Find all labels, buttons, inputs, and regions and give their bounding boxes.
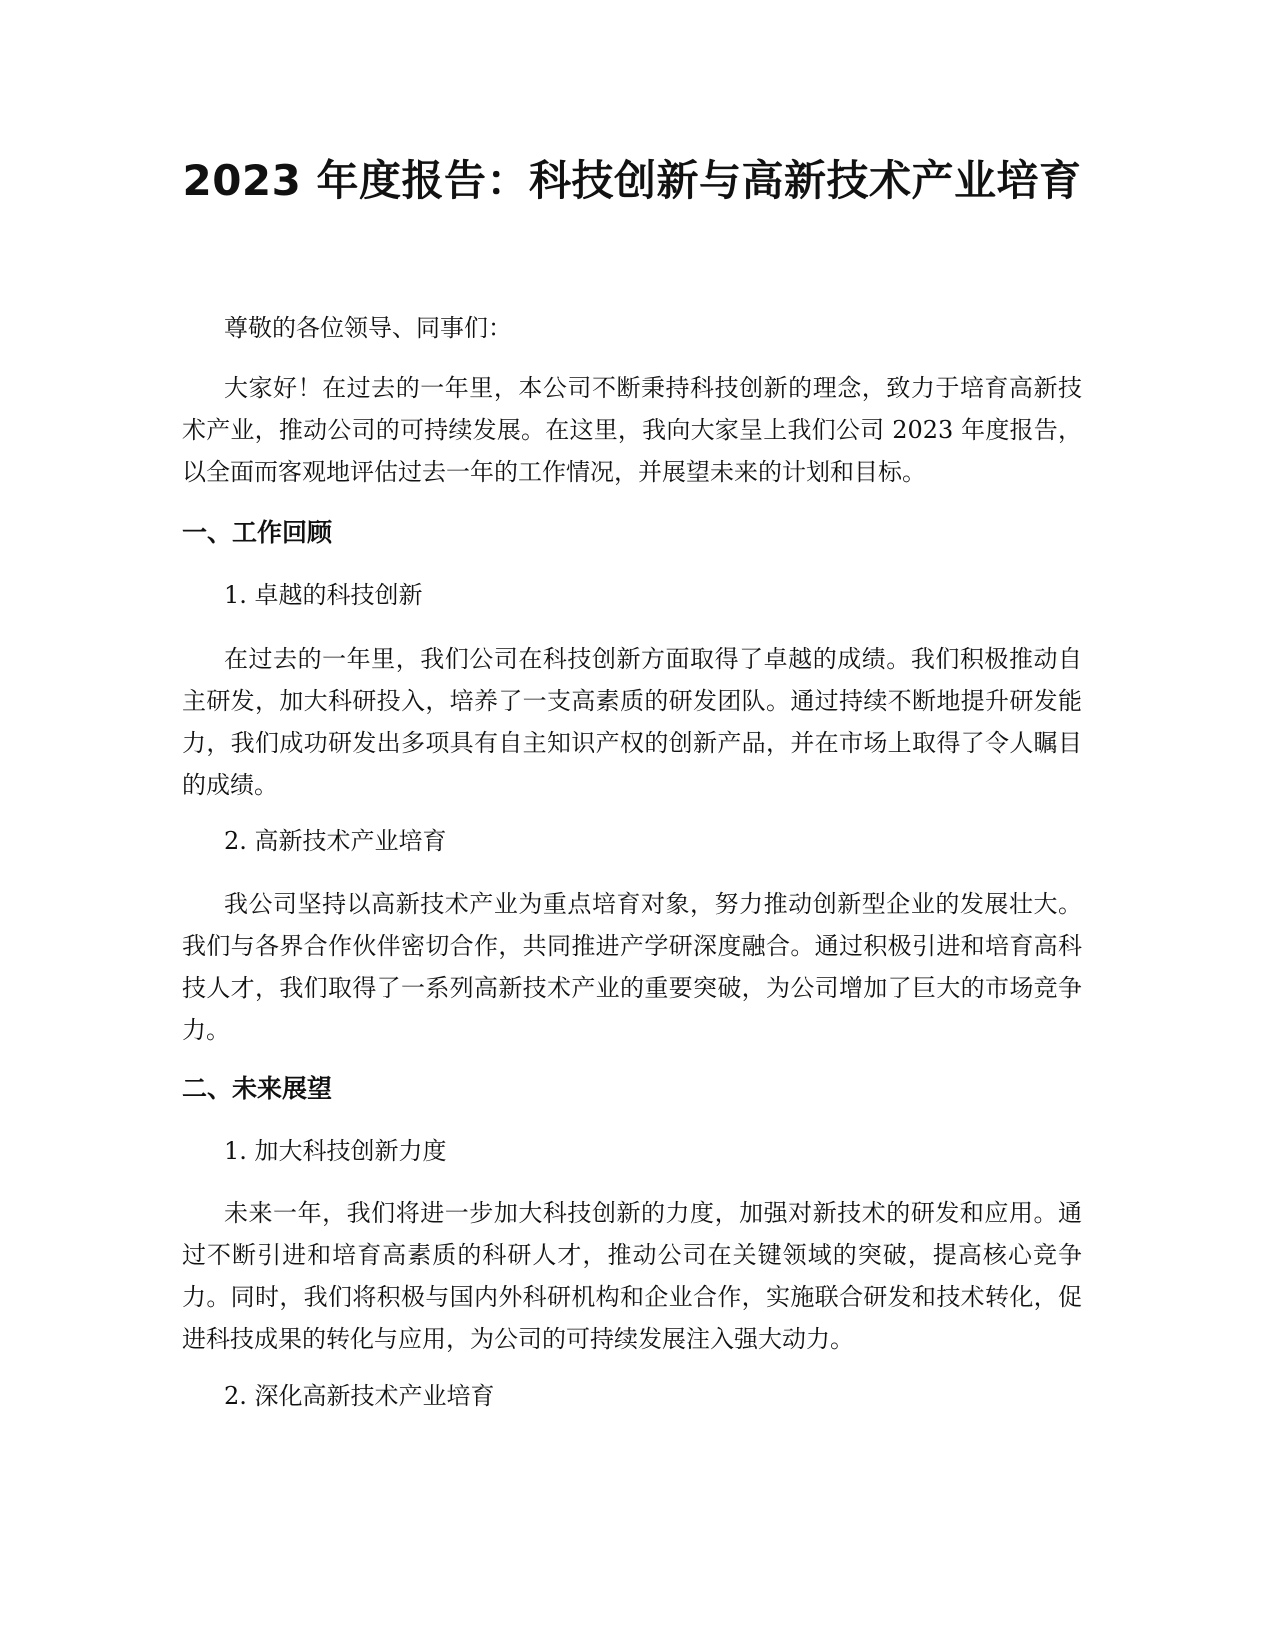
section-heading-outlook: 二、未来展望 <box>182 1074 333 1103</box>
paragraph-increase-innovation: 未来一年，我们将进一步加大科技创新的力度，加强对新技术的研发和应用。通过不断引进和培育高素质的科研人才，推动公司在关键领域的突破，提高核心竞争力。同时，我们将积极与国内外科研机构和企业合作，实施联合研发和技术转化，促进科技成果的转化与应用，为公司的可持续发展注入强大动力。 <box>182 1199 1082 1353</box>
document-title: 2023 年度报告：科技创新与高新技术产业培育 <box>182 156 1082 205</box>
salutation: 尊敬的各位领导、同事们： <box>224 314 512 342</box>
paragraph-hitech-industry: 我公司坚持以高新技术产业为重点培育对象，努力推动创新型企业的发展壮大。我们与各界合作伙伴密切合作，共同推进产学研深度融合。通过积极引进和培育高科技人才，我们取得了一系列高新技术产业的重要突破，为公司增加了巨大的市场竞争力。 <box>182 890 1082 1044</box>
document-page <box>182 0 1082 1650</box>
subheading-hitech-industry: 2. 高新技术产业培育 <box>224 827 447 855</box>
intro-paragraph: 大家好！在过去的一年里，本公司不断秉持科技创新的理念，致力于培育高新技术产业，推动公司的可持续发展。在这里，我向大家呈上我们公司 2023 年度报告，以全面而客观地评估过去一年的工作情况，并展望未来的计划和目标。 <box>182 374 1082 486</box>
subheading-increase-innovation: 1. 加大科技创新力度 <box>224 1137 447 1165</box>
subheading-tech-innovation: 1. 卓越的科技创新 <box>224 581 423 609</box>
paragraph-tech-innovation: 在过去的一年里，我们公司在科技创新方面取得了卓越的成绩。我们积极推动自主研发，加大科研投入，培养了一支高素质的研发团队。通过持续不断地提升研发能力，我们成功研发出多项具有自主知识产权的创新产品，并在市场上取得了令人瞩目的成绩。 <box>182 645 1082 799</box>
section-heading-review: 一、工作回顾 <box>182 518 333 547</box>
subheading-deepen-industry: 2. 深化高新技术产业培育 <box>224 1382 495 1410</box>
